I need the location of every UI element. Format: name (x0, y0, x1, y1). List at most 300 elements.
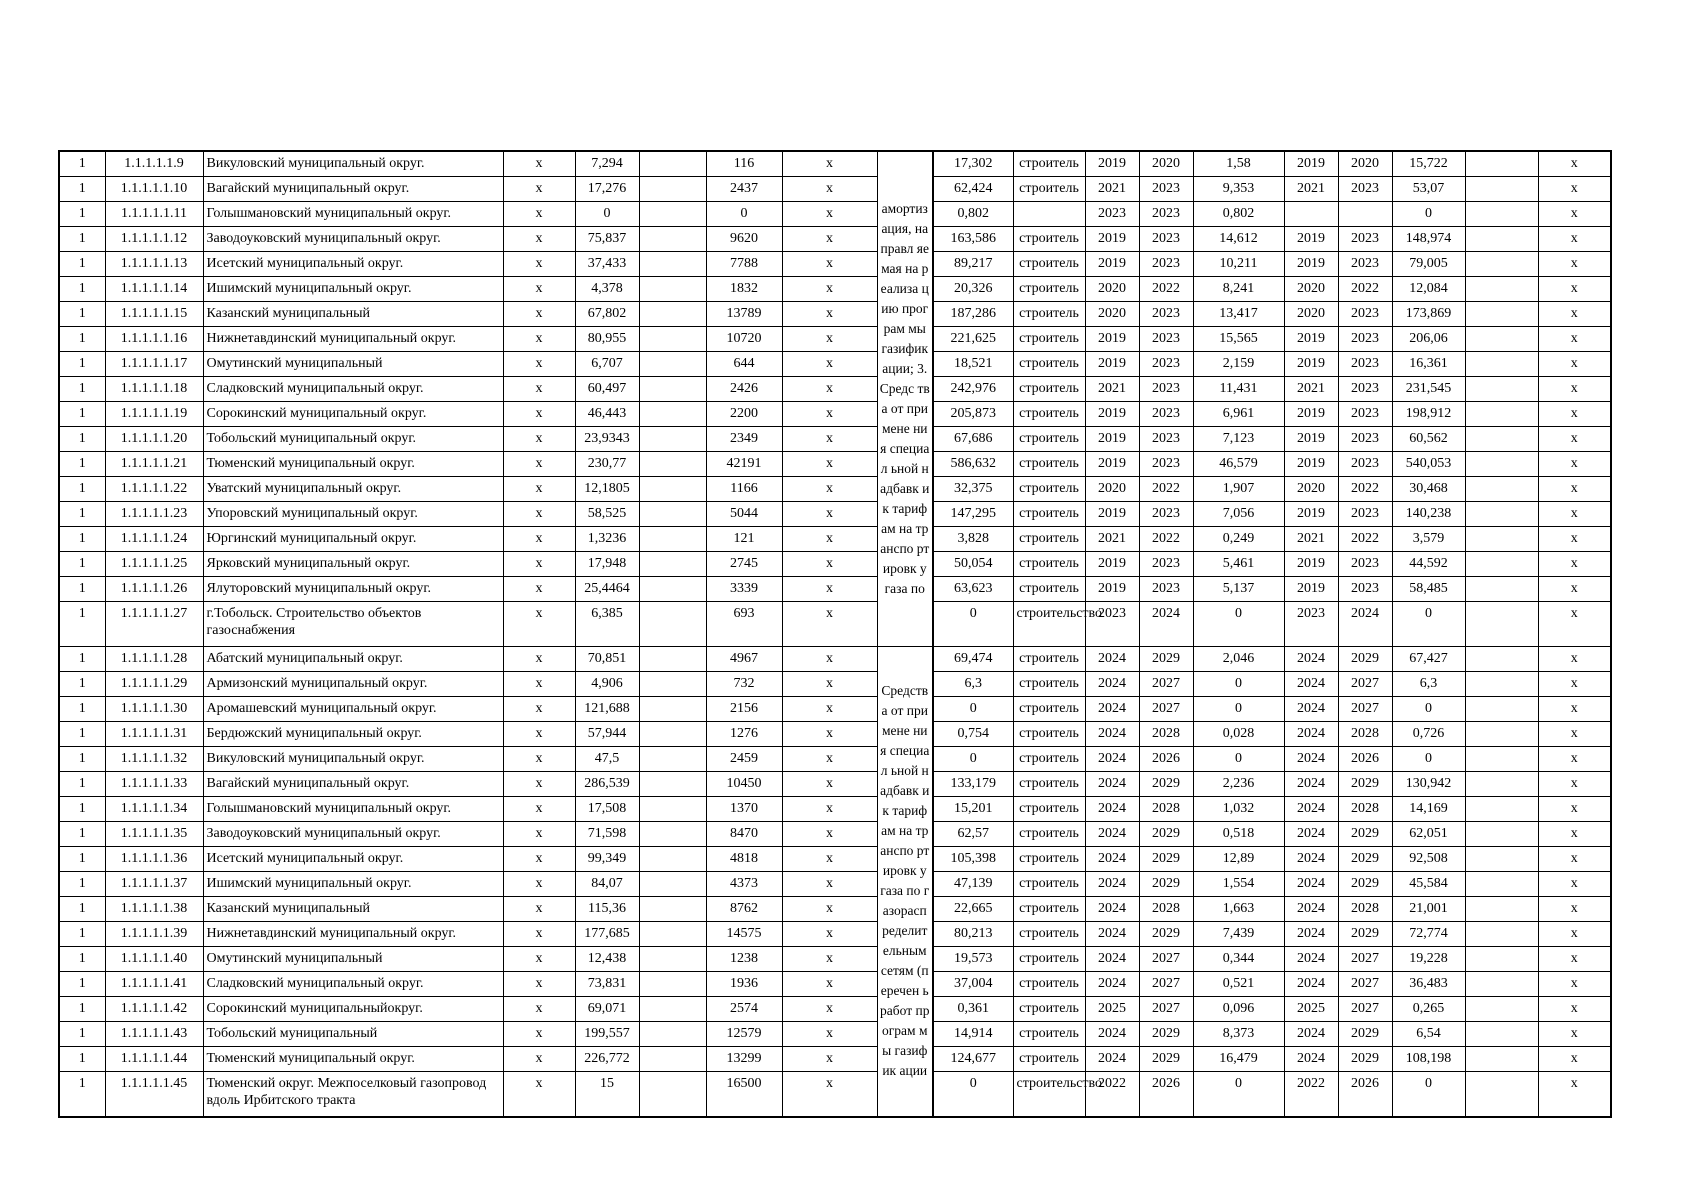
x-mark-cell: x (782, 277, 877, 302)
year-end-cell: 2023 (1338, 252, 1392, 277)
year-start-cell: 2024 (1085, 747, 1139, 772)
x-mark-cell: x (503, 151, 575, 177)
empty-cell (1465, 177, 1538, 202)
year-end-cell: 2023 (1338, 502, 1392, 527)
x-mark-cell: x (782, 577, 877, 602)
table-body (59, 151, 1611, 1117)
x-mark-cell: x (782, 972, 877, 997)
row-number-cell: 1 (59, 1022, 105, 1047)
table-row (59, 502, 1611, 527)
value-cell: 1,554 (1193, 872, 1284, 897)
value-cell: 71,598 (575, 822, 639, 847)
value-cell: 2745 (706, 552, 782, 577)
empty-cell (1465, 997, 1538, 1022)
row-number-cell: 1 (59, 177, 105, 202)
code-cell: 1.1.1.1.1.37 (105, 872, 203, 897)
empty-cell (639, 427, 706, 452)
row-number-cell: 1 (59, 527, 105, 552)
year-end-cell: 2023 (1338, 427, 1392, 452)
value-cell: 20,326 (933, 277, 1013, 302)
work-type-cell: строитель (1013, 697, 1085, 722)
empty-cell (639, 252, 706, 277)
empty-cell (1465, 697, 1538, 722)
empty-cell (639, 151, 706, 177)
work-type-cell: строитель (1013, 427, 1085, 452)
table-row (59, 872, 1611, 897)
table-row (59, 697, 1611, 722)
value-cell: 206,06 (1392, 327, 1465, 352)
table-row (59, 1022, 1611, 1047)
year-end-cell: 2022 (1139, 277, 1193, 302)
municipality-name-cell: Уватский муниципальный округ. (203, 477, 503, 502)
year-start-cell: 2024 (1284, 847, 1338, 872)
x-mark-cell: x (782, 602, 877, 647)
x-mark-cell: x (1538, 697, 1611, 722)
empty-cell (639, 997, 706, 1022)
value-cell: 7,056 (1193, 502, 1284, 527)
code-cell: 1.1.1.1.1.25 (105, 552, 203, 577)
empty-cell (639, 577, 706, 602)
value-cell: 19,228 (1392, 947, 1465, 972)
code-cell: 1.1.1.1.1.43 (105, 1022, 203, 1047)
year-end-cell: 2027 (1139, 672, 1193, 697)
row-number-cell: 1 (59, 1072, 105, 1117)
year-end-cell: 2023 (1139, 402, 1193, 427)
x-mark-cell: x (503, 552, 575, 577)
value-cell: 53,07 (1392, 177, 1465, 202)
value-cell: 17,948 (575, 552, 639, 577)
value-cell: 1,907 (1193, 477, 1284, 502)
x-mark-cell: x (503, 427, 575, 452)
work-type-cell: строитель (1013, 672, 1085, 697)
empty-cell (1465, 722, 1538, 747)
year-end-cell: 2022 (1338, 477, 1392, 502)
row-number-cell: 1 (59, 227, 105, 252)
year-start-cell: 2024 (1284, 697, 1338, 722)
year-start-cell: 2020 (1085, 302, 1139, 327)
year-start-cell: 2019 (1085, 552, 1139, 577)
empty-cell (639, 947, 706, 972)
year-start-cell: 2025 (1284, 997, 1338, 1022)
x-mark-cell: x (503, 672, 575, 697)
x-mark-cell: x (1538, 302, 1611, 327)
code-cell: 1.1.1.1.1.41 (105, 972, 203, 997)
empty-cell (1465, 1047, 1538, 1072)
value-cell: 121,688 (575, 697, 639, 722)
year-end-cell: 2022 (1338, 527, 1392, 552)
x-mark-cell: x (782, 822, 877, 847)
empty-cell (639, 647, 706, 672)
x-mark-cell: x (1538, 1047, 1611, 1072)
table-row (59, 797, 1611, 822)
row-number-cell: 1 (59, 847, 105, 872)
value-cell: 62,57 (933, 822, 1013, 847)
year-start-cell: 2019 (1085, 427, 1139, 452)
year-end-cell: 2023 (1338, 552, 1392, 577)
value-cell: 2459 (706, 747, 782, 772)
row-number-cell: 1 (59, 672, 105, 697)
table-row (59, 177, 1611, 202)
year-start-cell: 2024 (1085, 1047, 1139, 1072)
value-cell: 92,508 (1392, 847, 1465, 872)
x-mark-cell: x (1538, 151, 1611, 177)
code-cell: 1.1.1.1.1.21 (105, 452, 203, 477)
value-cell: 230,77 (575, 452, 639, 477)
value-cell: 1,3236 (575, 527, 639, 552)
year-start-cell: 2021 (1284, 177, 1338, 202)
x-mark-cell: x (782, 922, 877, 947)
empty-cell (1465, 202, 1538, 227)
year-end-cell: 2023 (1338, 227, 1392, 252)
municipality-name-cell: Тобольский муниципальный округ. (203, 427, 503, 452)
year-end-cell: 2023 (1338, 352, 1392, 377)
x-mark-cell: x (782, 327, 877, 352)
value-cell: 23,9343 (575, 427, 639, 452)
code-cell: 1.1.1.1.1.12 (105, 227, 203, 252)
x-mark-cell: x (1538, 747, 1611, 772)
value-cell: 50,054 (933, 552, 1013, 577)
work-type-cell: строитель (1013, 722, 1085, 747)
year-end-cell: 2023 (1139, 452, 1193, 477)
empty-cell (639, 797, 706, 822)
value-cell: 8762 (706, 897, 782, 922)
value-cell: 177,685 (575, 922, 639, 947)
table-row (59, 672, 1611, 697)
work-type-cell: строитель (1013, 252, 1085, 277)
value-cell: 3339 (706, 577, 782, 602)
value-cell: 0 (1193, 1072, 1284, 1117)
year-start-cell: 2024 (1085, 797, 1139, 822)
year-start-cell (1284, 202, 1338, 227)
value-cell: 67,427 (1392, 647, 1465, 672)
x-mark-cell: x (782, 352, 877, 377)
value-cell: 10,211 (1193, 252, 1284, 277)
year-end-cell: 2029 (1338, 1047, 1392, 1072)
value-cell: 11,431 (1193, 377, 1284, 402)
value-cell: 6,707 (575, 352, 639, 377)
year-end-cell: 2022 (1139, 477, 1193, 502)
row-number-cell: 1 (59, 327, 105, 352)
municipality-name-cell: Вагайский муниципальный округ. (203, 177, 503, 202)
value-cell: 115,36 (575, 897, 639, 922)
year-start-cell: 2024 (1085, 872, 1139, 897)
value-cell: 1936 (706, 972, 782, 997)
work-type-cell: строитель (1013, 452, 1085, 477)
empty-cell (1465, 897, 1538, 922)
value-cell: 242,976 (933, 377, 1013, 402)
row-number-cell: 1 (59, 277, 105, 302)
municipality-name-cell: Сладковский муниципальный округ. (203, 377, 503, 402)
year-start-cell: 2024 (1085, 947, 1139, 972)
x-mark-cell: x (503, 577, 575, 602)
year-end-cell: 2027 (1338, 672, 1392, 697)
value-cell: 80,955 (575, 327, 639, 352)
table-row (59, 327, 1611, 352)
value-cell: 9,353 (1193, 177, 1284, 202)
year-start-cell: 2024 (1284, 972, 1338, 997)
work-type-cell: строитель (1013, 647, 1085, 672)
municipality-name-cell: Заводоуковский муниципальный округ. (203, 822, 503, 847)
table-row (59, 151, 1611, 177)
value-cell: 12,084 (1392, 277, 1465, 302)
table-row (59, 202, 1611, 227)
value-cell: 1832 (706, 277, 782, 302)
year-start-cell: 2024 (1085, 1022, 1139, 1047)
work-type-cell: строитель (1013, 352, 1085, 377)
value-cell: 3,828 (933, 527, 1013, 552)
value-cell: 8,373 (1193, 1022, 1284, 1047)
value-cell: 0 (1193, 672, 1284, 697)
year-start-cell: 2024 (1284, 647, 1338, 672)
x-mark-cell: x (782, 672, 877, 697)
value-cell: 0 (1392, 202, 1465, 227)
empty-cell (639, 1022, 706, 1047)
year-start-cell: 2020 (1284, 477, 1338, 502)
value-cell: 84,07 (575, 872, 639, 897)
row-number-cell: 1 (59, 872, 105, 897)
year-start-cell: 2024 (1284, 872, 1338, 897)
x-mark-cell: x (782, 452, 877, 477)
work-type-cell: строитель (1013, 897, 1085, 922)
table-row (59, 747, 1611, 772)
value-cell: 116 (706, 151, 782, 177)
value-cell: 19,573 (933, 947, 1013, 972)
value-cell: 79,005 (1392, 252, 1465, 277)
row-number-cell: 1 (59, 797, 105, 822)
year-start-cell: 2024 (1284, 797, 1338, 822)
value-cell: 198,912 (1392, 402, 1465, 427)
empty-cell (639, 872, 706, 897)
year-end-cell: 2028 (1338, 897, 1392, 922)
municipality-name-cell: Нижнетавдинский муниципальный округ. (203, 922, 503, 947)
empty-cell (1465, 527, 1538, 552)
value-cell: 21,001 (1392, 897, 1465, 922)
value-cell: 2349 (706, 427, 782, 452)
value-cell: 36,483 (1392, 972, 1465, 997)
empty-cell (1465, 947, 1538, 972)
x-mark-cell: x (1538, 1022, 1611, 1047)
year-start-cell: 2020 (1284, 277, 1338, 302)
year-end-cell: 2023 (1139, 552, 1193, 577)
value-cell: 0 (1392, 747, 1465, 772)
x-mark-cell: x (503, 972, 575, 997)
value-cell: 47,5 (575, 747, 639, 772)
year-start-cell: 2021 (1085, 377, 1139, 402)
code-cell: 1.1.1.1.1.24 (105, 527, 203, 552)
x-mark-cell: x (782, 647, 877, 672)
year-end-cell: 2023 (1338, 327, 1392, 352)
value-cell: 14575 (706, 922, 782, 947)
value-cell: 1,58 (1193, 151, 1284, 177)
x-mark-cell: x (782, 527, 877, 552)
table-row (59, 377, 1611, 402)
empty-cell (639, 897, 706, 922)
x-mark-cell: x (503, 847, 575, 872)
value-cell: 14,169 (1392, 797, 1465, 822)
value-cell: 732 (706, 672, 782, 697)
work-type-cell: строитель (1013, 772, 1085, 797)
empty-cell (639, 1047, 706, 1072)
row-number-cell: 1 (59, 151, 105, 177)
year-start-cell: 2019 (1284, 252, 1338, 277)
year-end-cell: 2027 (1338, 697, 1392, 722)
code-cell: 1.1.1.1.1.28 (105, 647, 203, 672)
row-number-cell: 1 (59, 577, 105, 602)
value-cell: 0 (933, 602, 1013, 647)
x-mark-cell: x (503, 772, 575, 797)
value-cell: 148,974 (1392, 227, 1465, 252)
year-start-cell: 2019 (1085, 577, 1139, 602)
value-cell: 121 (706, 527, 782, 552)
value-cell: 6,3 (1392, 672, 1465, 697)
year-end-cell: 2026 (1338, 747, 1392, 772)
year-end-cell: 2028 (1139, 797, 1193, 822)
row-number-cell: 1 (59, 252, 105, 277)
value-cell: 44,592 (1392, 552, 1465, 577)
row-number-cell: 1 (59, 352, 105, 377)
x-mark-cell: x (503, 1072, 575, 1117)
value-cell: 644 (706, 352, 782, 377)
code-cell: 1.1.1.1.1.22 (105, 477, 203, 502)
table-row (59, 972, 1611, 997)
work-type-cell: строитель (1013, 747, 1085, 772)
table-row (59, 1047, 1611, 1072)
value-cell: 15,722 (1392, 151, 1465, 177)
value-cell: 0,249 (1193, 527, 1284, 552)
table-row (59, 352, 1611, 377)
value-cell: 105,398 (933, 847, 1013, 872)
row-number-cell: 1 (59, 722, 105, 747)
value-cell: 3,579 (1392, 527, 1465, 552)
value-cell: 10720 (706, 327, 782, 352)
code-cell: 1.1.1.1.1.42 (105, 997, 203, 1022)
empty-cell (639, 227, 706, 252)
x-mark-cell: x (503, 797, 575, 822)
year-start-cell: 2024 (1284, 722, 1338, 747)
year-start-cell: 2019 (1284, 402, 1338, 427)
municipality-name-cell: Голышмановский муниципальный округ. (203, 202, 503, 227)
empty-cell (639, 772, 706, 797)
year-start-cell: 2024 (1284, 947, 1338, 972)
x-mark-cell: x (1538, 947, 1611, 972)
year-end-cell: 2029 (1139, 922, 1193, 947)
value-cell: 140,238 (1392, 502, 1465, 527)
x-mark-cell: x (1538, 252, 1611, 277)
value-cell: 0,802 (933, 202, 1013, 227)
year-end-cell: 2029 (1139, 822, 1193, 847)
row-number-cell: 1 (59, 747, 105, 772)
row-number-cell: 1 (59, 822, 105, 847)
value-cell: 8,241 (1193, 277, 1284, 302)
year-end-cell: 2028 (1139, 897, 1193, 922)
year-start-cell: 2020 (1085, 477, 1139, 502)
year-end-cell: 2029 (1338, 772, 1392, 797)
work-type-cell: строитель (1013, 847, 1085, 872)
table-row (59, 922, 1611, 947)
empty-cell (1465, 647, 1538, 672)
municipality-name-cell: Викуловский муниципальный округ. (203, 151, 503, 177)
x-mark-cell: x (503, 227, 575, 252)
table-row (59, 302, 1611, 327)
value-cell: 163,586 (933, 227, 1013, 252)
year-start-cell: 2024 (1085, 772, 1139, 797)
value-cell: 187,286 (933, 302, 1013, 327)
code-cell: 1.1.1.1.1.29 (105, 672, 203, 697)
x-mark-cell: x (1538, 822, 1611, 847)
empty-cell (1465, 427, 1538, 452)
year-end-cell: 2027 (1338, 997, 1392, 1022)
value-cell: 2,159 (1193, 352, 1284, 377)
value-cell: 173,869 (1392, 302, 1465, 327)
empty-cell (639, 327, 706, 352)
value-cell: 0 (1193, 747, 1284, 772)
table-row (59, 527, 1611, 552)
year-end-cell: 2028 (1338, 797, 1392, 822)
municipality-name-cell: Казанский муниципальный (203, 302, 503, 327)
municipality-name-cell: Ишимский муниципальный округ. (203, 277, 503, 302)
value-cell: 4,378 (575, 277, 639, 302)
value-cell: 8470 (706, 822, 782, 847)
value-cell: 0,028 (1193, 722, 1284, 747)
year-end-cell: 2023 (1338, 302, 1392, 327)
code-cell: 1.1.1.1.1.13 (105, 252, 203, 277)
value-cell: 46,579 (1193, 452, 1284, 477)
work-type-cell: строитель (1013, 552, 1085, 577)
funding-source-note (877, 151, 933, 647)
row-number-cell: 1 (59, 552, 105, 577)
year-end-cell: 2027 (1139, 972, 1193, 997)
municipality-name-cell: Ишимский муниципальный округ. (203, 872, 503, 897)
value-cell: 60,497 (575, 377, 639, 402)
value-cell: 46,443 (575, 402, 639, 427)
municipality-name-cell: Вагайский муниципальный округ. (203, 772, 503, 797)
empty-cell (639, 822, 706, 847)
year-start-cell: 2023 (1085, 202, 1139, 227)
row-number-cell: 1 (59, 402, 105, 427)
x-mark-cell: x (1538, 872, 1611, 897)
work-type-cell: строитель (1013, 527, 1085, 552)
year-start-cell: 2024 (1085, 672, 1139, 697)
value-cell: 13299 (706, 1047, 782, 1072)
year-end-cell: 2027 (1139, 697, 1193, 722)
x-mark-cell: x (503, 302, 575, 327)
value-cell: 0 (1392, 1072, 1465, 1117)
x-mark-cell: x (1538, 722, 1611, 747)
code-cell: 1.1.1.1.1.31 (105, 722, 203, 747)
x-mark-cell: x (1538, 602, 1611, 647)
value-cell: 7788 (706, 252, 782, 277)
table-row (59, 227, 1611, 252)
empty-cell (1465, 352, 1538, 377)
empty-cell (639, 402, 706, 427)
value-cell: 5,137 (1193, 577, 1284, 602)
value-cell: 62,051 (1392, 822, 1465, 847)
municipality-name-cell: Тобольский муниципальный (203, 1022, 503, 1047)
code-cell: 1.1.1.1.1.36 (105, 847, 203, 872)
year-end-cell: 2023 (1139, 327, 1193, 352)
x-mark-cell: x (1538, 922, 1611, 947)
year-start-cell: 2025 (1085, 997, 1139, 1022)
x-mark-cell: x (1538, 477, 1611, 502)
value-cell: 0 (1392, 602, 1465, 647)
table-row (59, 772, 1611, 797)
value-cell: 14,914 (933, 1022, 1013, 1047)
year-end-cell: 2027 (1139, 997, 1193, 1022)
row-number-cell: 1 (59, 452, 105, 477)
work-type-cell: строитель (1013, 327, 1085, 352)
work-type-cell: строитель (1013, 947, 1085, 972)
value-cell: 2,046 (1193, 647, 1284, 672)
